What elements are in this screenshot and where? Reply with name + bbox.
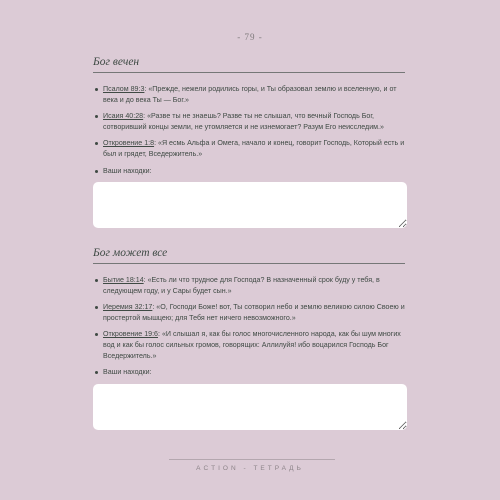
bullet-icon [95,170,98,173]
verse-quote: : «О, Господи Боже! вот, Ты сотворил небо и землю великою силою Своею и простертой мышцею; для Тебя нет ничего невозможного.» [103,303,405,322]
verse-text [103,302,407,323]
verse-quote: : «Я есмь Альфа и Омега, начало и конец, говорит Господь, Который есть и был и грядет, Вседержитель.» [103,139,405,158]
divider [93,263,405,264]
verse-text [103,329,407,361]
bullet-icon [95,88,98,91]
verse-reference: Псалом 89:3 [103,85,145,93]
verse-quote: : «И слышал я, как бы голос многочисленного народа, как бы шум многих вод и как бы голос сильных громов, говорящих: Аллилуйя! ибо воцарился Господь Бог Вседержитель.» [103,330,401,360]
verse-item [95,138,407,159]
findings-label-row [95,166,407,177]
verse-reference: Откровение 19:6 [103,330,158,339]
verse-text [103,111,407,132]
verse-reference: Откровение 1:8 [103,139,155,148]
findings-label: Ваши находки: [103,166,152,175]
verse-reference: Исаия 40:28 [103,112,144,121]
footer-divider [169,459,335,460]
verse-reference: Бытие 18:14 [103,276,144,284]
verse-text [103,275,407,296]
verse-text [103,84,407,105]
verse-item [95,111,407,132]
footer-label: ACTION - ТЕТРАДЬ [196,465,304,472]
verse-item [95,84,407,105]
verse-quote: : «Есть ли что трудное для Господа? В назначенный срок буду у тебя, в следующем году, и у Сары будет сын.» [103,276,380,295]
verse-text [103,138,407,159]
verse-item [95,329,407,361]
findings-input[interactable] [93,182,407,228]
bullet-icon [95,333,98,336]
divider [93,72,405,73]
verse-reference: Иеремия 32:17 [103,303,153,312]
bullet-icon [95,279,98,282]
verse-item [95,275,407,296]
section-god-eternal [95,56,407,228]
page-number: - 79 - [237,32,263,42]
verse-quote: : «Прежде, нежели родились горы, и Ты образовал землю и вселенную, и от века и до века Ты — Бог.» [103,85,397,104]
findings-label: Ваши находки: [103,368,152,377]
findings-input[interactable] [93,384,407,430]
section-title: Бог может все [93,247,168,259]
bullet-icon [95,115,98,118]
verse-quote: : «Разве ты не знаешь? Разве ты не слышал, что вечный Господь Бог, сотворивший концы земли, не утомляется и не изнемогает? Разум Его неисследим.» [103,112,384,131]
section-title: Бог вечен [93,56,140,68]
bullet-icon [95,306,98,309]
bullet-icon [95,142,98,145]
verse-item [95,302,407,323]
findings-label-row [95,367,407,378]
section-god-almighty [95,247,407,430]
bullet-icon [95,371,98,374]
